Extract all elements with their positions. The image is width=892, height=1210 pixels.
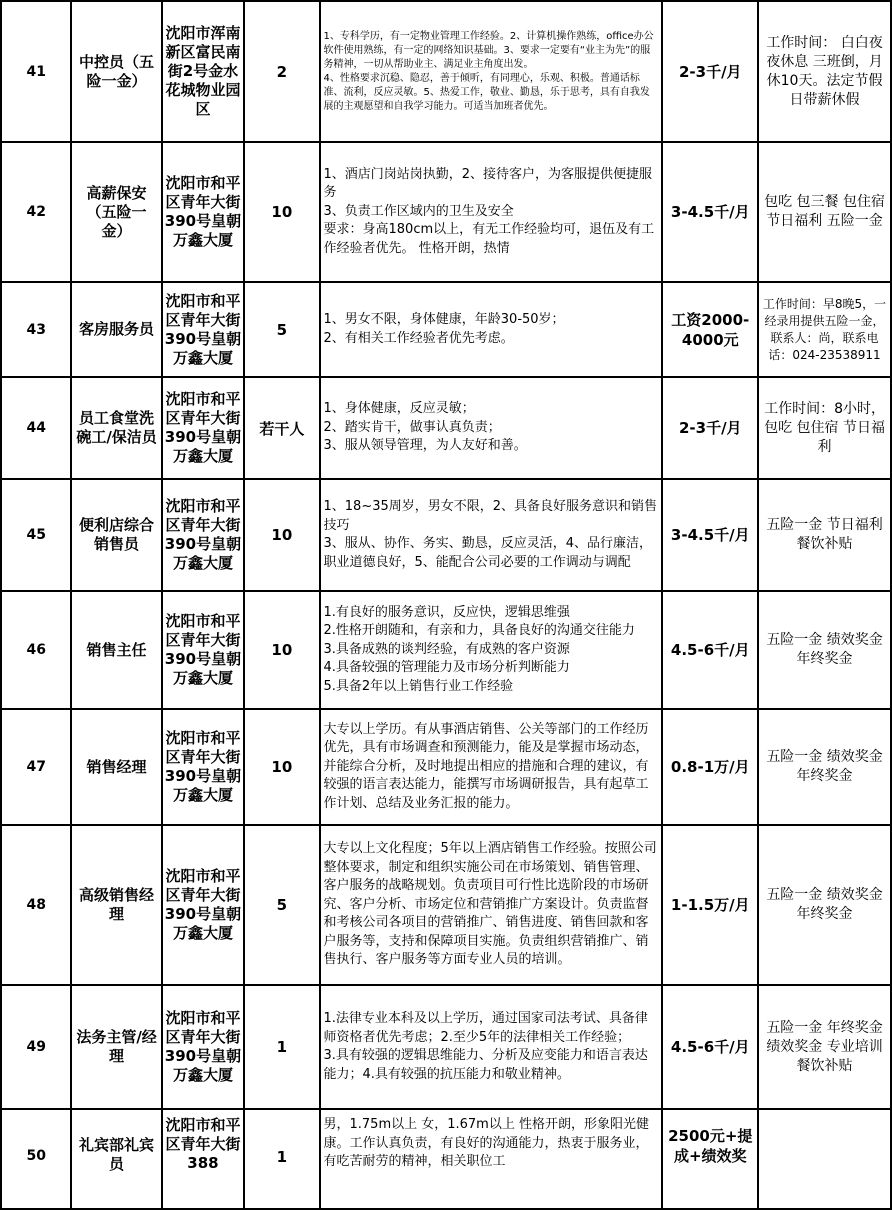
requirements-cell: 1.有良好的服务意识，反应快，逻辑思维强 2.性格开朗随和，有亲和力，具备良好的沟通交往能力 3.具备成熟的谈判经验，有成熟的客户资源 4.具备较强的管理能力及市场分析判断能力 5.具备2年以上销售行业工作经验	[320, 591, 663, 709]
headcount-cell: 1	[244, 1109, 319, 1209]
table-row	[1, 1, 891, 142]
benefits-cell: 工作时间：8小时，包吃 包住宿 节日福利	[758, 377, 891, 479]
position-cell: 员工食堂洗碗工/保洁员	[71, 377, 161, 479]
requirements-cell: 1、男女不限，身体健康，年龄30-50岁； 2、有相关工作经验者优先考虑。	[320, 282, 663, 377]
salary-cell: 1-1.5万/月	[662, 825, 758, 985]
position-cell: 中控员（五险一金）	[71, 1, 161, 142]
row-number: 45	[1, 479, 71, 591]
position-cell: 销售经理	[71, 709, 161, 825]
headcount-cell: 1	[244, 985, 319, 1109]
table-row	[1, 142, 891, 282]
benefits-cell	[758, 1109, 891, 1209]
position-cell: 高级销售经理	[71, 825, 161, 985]
benefits-cell: 五险一金 绩效奖金 年终奖金	[758, 709, 891, 825]
location-cell: 沈阳市浑南新区富民南街2号金水花城物业园区	[162, 1, 245, 142]
requirements-cell: 1.法律专业本科及以上学历，通过国家司法考试、具备律师资格者优先考虑；2.至少5年的法律相关工作经验； 3.具有较强的逻辑思维能力、分析及应变能力和语言表达能力；4.具有较强的抗压能力和敬业精神。	[320, 985, 663, 1109]
salary-cell: 2-3千/月	[662, 1, 758, 142]
location-cell: 沈阳市和平区青年大街390号皇朝万鑫大厦	[162, 142, 245, 282]
requirements-cell: 1、18~35周岁，男女不限，2、具备良好服务意识和销售技巧 3、服从、协作、务实、勤恳，反应灵活，4、品行廉洁，职业道德良好，5、能配合公司必要的工作调动与调配	[320, 479, 663, 591]
table-row	[1, 1109, 891, 1209]
location-cell: 沈阳市和平区青年大街390号皇朝万鑫大厦	[162, 709, 245, 825]
benefits-cell: 五险一金 绩效奖金 年终奖金	[758, 591, 891, 709]
position-cell: 法务主管/经理	[71, 985, 161, 1109]
location-cell: 沈阳市和平区青年大街390号皇朝万鑫大厦	[162, 825, 245, 985]
location-cell: 沈阳市和平区青年大街388	[162, 1109, 245, 1209]
benefits-cell: 五险一金 绩效奖金 年终奖金	[758, 825, 891, 985]
table-row	[1, 825, 891, 985]
row-number: 48	[1, 825, 71, 985]
requirements-cell: 1、身体健康，反应灵敏； 2、踏实肯干，做事认真负责； 3、服从领导管理，为人友好和善。	[320, 377, 663, 479]
row-number: 49	[1, 985, 71, 1109]
table-row	[1, 282, 891, 377]
headcount-cell: 5	[244, 825, 319, 985]
headcount-cell: 10	[244, 709, 319, 825]
salary-cell: 3-4.5千/月	[662, 479, 758, 591]
position-cell: 礼宾部礼宾员	[71, 1109, 161, 1209]
requirements-cell: 大专以上文化程度；5年以上酒店销售工作经验。按照公司整体要求，制定和组织实施公司在市场策划、销售管理、客户服务的战略规划。负责项目可行性比选阶段的市场研究、客户分析、市场定位和营销推广方案设计。负责监督和考核公司各项目的营销推广、销售进度、销售回款和客户服务等，支持和保障项目实施。负责组织营销推广、销售执行、客户服务等方面专业人员的培训。	[320, 825, 663, 985]
headcount-cell: 5	[244, 282, 319, 377]
position-cell: 便利店综合销售员	[71, 479, 161, 591]
benefits-cell: 工作时间： 白白夜夜休息 三班倒，月休10天。法定节假日带薪休假	[758, 1, 891, 142]
location-cell: 沈阳市和平区青年大街390号皇朝万鑫大厦	[162, 591, 245, 709]
requirements-cell: 1、酒店门岗站岗执勤，2、接待客户，为客服提供便捷服务 3、负责工作区域内的卫生及安全 要求：身高180cm以上，有无工作经验均可，退伍及有工作经验者优先。 性格开朗，热情	[320, 142, 663, 282]
row-number: 41	[1, 1, 71, 142]
salary-cell: 4.5-6千/月	[662, 985, 758, 1109]
row-number: 44	[1, 377, 71, 479]
location-cell: 沈阳市和平区青年大街390号皇朝万鑫大厦	[162, 377, 245, 479]
position-cell: 高薪保安（五险一金）	[71, 142, 161, 282]
position-cell: 客房服务员	[71, 282, 161, 377]
benefits-cell: 包吃 包三餐 包住宿 节日福利 五险一金	[758, 142, 891, 282]
headcount-cell: 10	[244, 142, 319, 282]
requirements-cell: 男，1.75m以上 女，1.67m以上 性格开朗，形象阳光健康。工作认真负责，有良好的沟通能力，热衷于服务业，有吃苦耐劳的精神，相关职位工	[320, 1109, 663, 1209]
location-cell: 沈阳市和平区青年大街390号皇朝万鑫大厦	[162, 985, 245, 1109]
table-row	[1, 591, 891, 709]
headcount-cell: 若干人	[244, 377, 319, 479]
position-cell: 销售主任	[71, 591, 161, 709]
row-number: 47	[1, 709, 71, 825]
benefits-cell: 五险一金 年终奖金 绩效奖金 专业培训 餐饮补贴	[758, 985, 891, 1109]
salary-cell: 2500元+提成+绩效奖	[662, 1109, 758, 1209]
row-number: 50	[1, 1109, 71, 1209]
headcount-cell: 10	[244, 479, 319, 591]
table-row	[1, 479, 891, 591]
requirements-cell: 1、专科学历，有一定物业管理工作经验。2、计算机操作熟练，office办公软件使用熟练，有一定的网络知识基础。3、要求一定要有“业主为先”的服务精神，一切从帮助业主、满足业主角度出发。 4、性格要求沉稳、隐忍，善于倾听，有同理心，乐观、积极。普通话标准、流利，反应灵敏。5、热爱工作，敬业、勤恳，乐于思考，具有自我发展的主观愿望和自我学习能力。可适当加班者优先。	[320, 1, 663, 142]
salary-cell: 2-3千/月	[662, 377, 758, 479]
location-cell: 沈阳市和平区青年大街390号皇朝万鑫大厦	[162, 479, 245, 591]
table-row	[1, 377, 891, 479]
headcount-cell: 10	[244, 591, 319, 709]
salary-cell: 工资2000-4000元	[662, 282, 758, 377]
headcount-cell: 2	[244, 1, 319, 142]
benefits-cell: 工作时间：早8晚5，一经录用提供五险一金，联系人：尚，联系电话：024-23538911	[758, 282, 891, 377]
table-row	[1, 985, 891, 1109]
salary-cell: 0.8-1万/月	[662, 709, 758, 825]
table-row	[1, 709, 891, 825]
salary-cell: 3-4.5千/月	[662, 142, 758, 282]
location-cell: 沈阳市和平区青年大街390号皇朝万鑫大厦	[162, 282, 245, 377]
salary-cell: 4.5-6千/月	[662, 591, 758, 709]
row-number: 43	[1, 282, 71, 377]
benefits-cell: 五险一金 节日福利 餐饮补贴	[758, 479, 891, 591]
requirements-cell: 大专以上学历。有从事酒店销售、公关等部门的工作经历优先，具有市场调查和预测能力，能及是掌握市场动态，并能综合分析，及时地提出相应的措施和合理的建议，有较强的语言表达能力，能撰写市场调研报告，具有起草工作计划、总结及业务汇报的能力。	[320, 709, 663, 825]
row-number: 42	[1, 142, 71, 282]
row-number: 46	[1, 591, 71, 709]
